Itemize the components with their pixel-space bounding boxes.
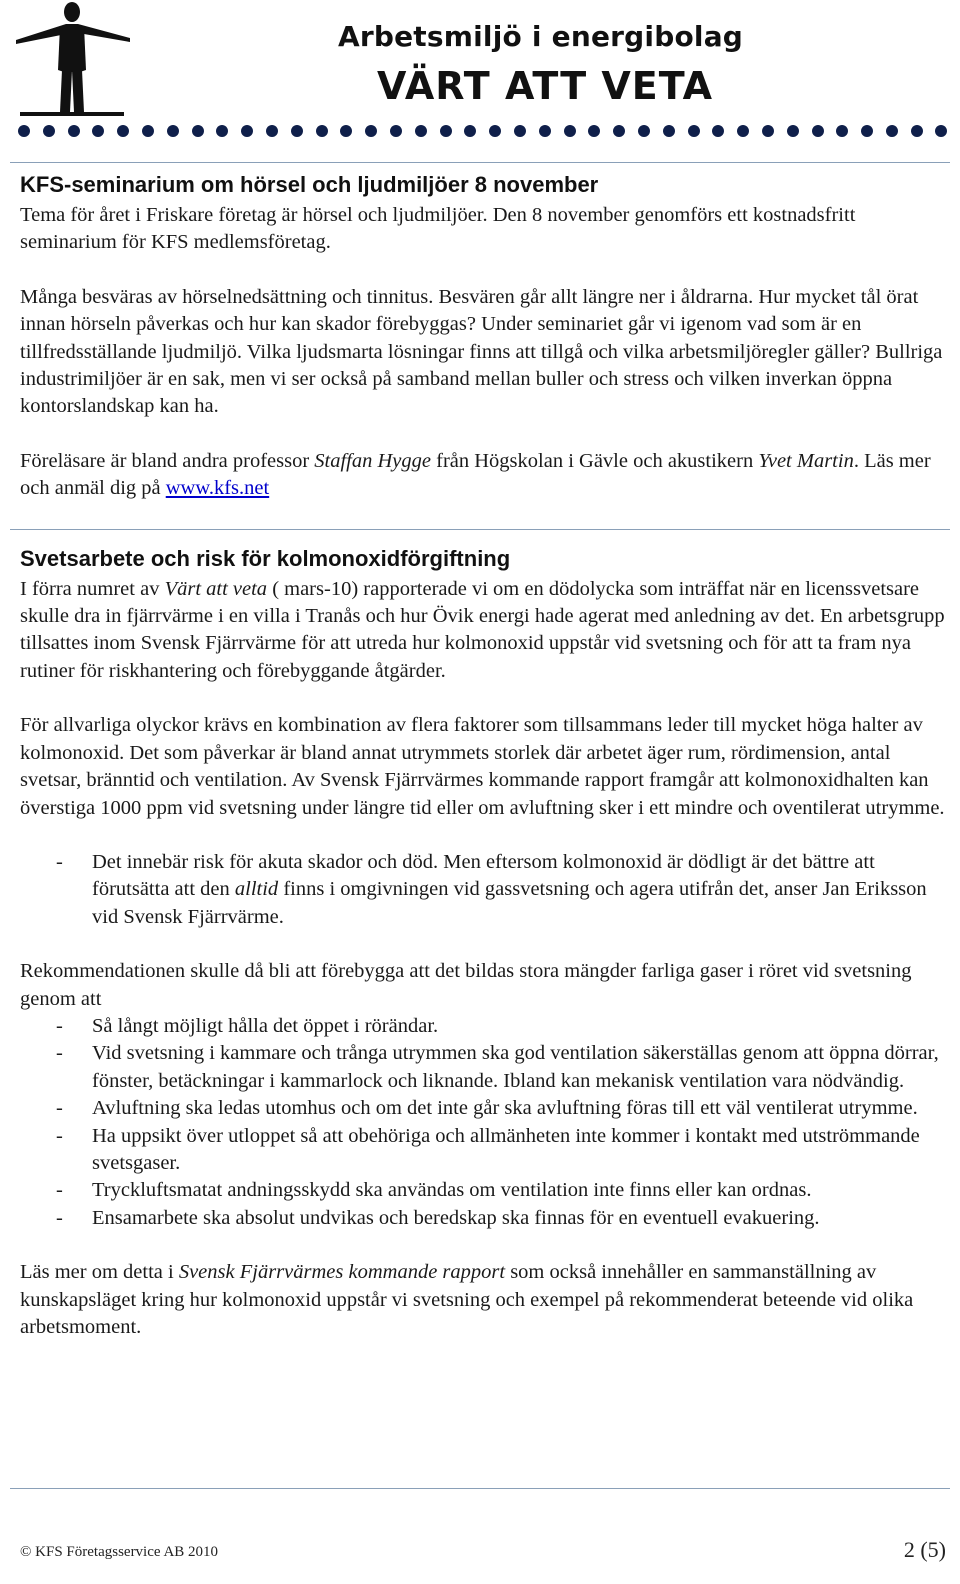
- decorative-dot: [68, 125, 80, 137]
- header-title: Arbetsmiljö i energibolag: [338, 20, 744, 53]
- speaker-name: Yvet Martin: [758, 449, 854, 472]
- list-item: - Vid svetsning i kammare och trånga utrymmen ska god ventilation säkerställas genom att öppna dörrar, fönster, betäckningar i kammarlock och liknande. Ibland kan mekanisk ventilation vara nödvändig.: [20, 1040, 945, 1095]
- decorative-dot: [415, 125, 427, 137]
- kfs-link[interactable]: www.kfs.net: [165, 477, 270, 500]
- decorative-dot: [266, 125, 278, 137]
- decorative-dot: [365, 125, 377, 137]
- decorative-dot: [787, 125, 799, 137]
- decorative-dot: [886, 125, 898, 137]
- header-dot-row: [18, 125, 948, 139]
- footer-divider: [10, 1488, 950, 1489]
- recommendation-list: [20, 1013, 945, 1232]
- page-number: 2 (5): [903, 1537, 946, 1562]
- decorative-dot: [464, 125, 476, 137]
- footer-copyright: © KFS Företagsservice AB 2010: [20, 1544, 219, 1560]
- decorative-dot: [613, 125, 625, 137]
- section1-paragraph-1: Tema för året i Friskare företag är hörsel och ljudmiljöer. Den 8 november genomförs ett kostnadsfritt seminarium för KFS medlemsföretag.: [20, 204, 856, 254]
- section1-heading: KFS-seminarium om hörsel och ljudmiljöer 8 november: [20, 172, 599, 197]
- section2-paragraph-2: För allvarliga olyckor krävs en kombination av flera faktorer som tillsammans leder till mycket höga halter av kolmonoxid. Det som påverkar är bland annat utrymmets storlek där arbetet äger rum, rördimension, antal svetsar, bränntid och ventilation. Av Svensk Fjärrvärmes kommande rapport framgår att kolmonoxidhalten kan överstiga 1000 ppm vid svetsning under längre tid eller om avluftning sker i ett mindre och oventilerat utrymme.: [20, 714, 945, 819]
- decorative-dot: [92, 125, 104, 137]
- list-item: - Så långt möjligt hålla det öppet i rörändar.: [20, 1013, 945, 1040]
- decorative-dot: [390, 125, 402, 137]
- speaker-name: Staffan Hygge: [314, 449, 431, 472]
- section2-heading: Svetsarbete och risk för kolmonoxidförgiftning: [20, 545, 511, 571]
- decorative-dot: [192, 125, 204, 137]
- decorative-dot: [241, 125, 253, 137]
- decorative-dot: [142, 125, 154, 137]
- decorative-dot: [836, 125, 848, 137]
- decorative-dot: [564, 125, 576, 137]
- quote-list: [20, 849, 945, 931]
- decorative-dot: [812, 125, 824, 137]
- list-item: - Tryckluftsmatat andningsskydd ska användas om ventilation inte finns eller kan ordnas.: [20, 1177, 945, 1204]
- decorative-dot: [291, 125, 303, 137]
- decorative-dot: [43, 125, 55, 137]
- list-item: - Avluftning ska ledas utomhus och om det inte går ska avluftning föras till ett väl ventilerat utrymme.: [20, 1095, 945, 1122]
- decorative-dot: [514, 125, 526, 137]
- decorative-dot: [935, 125, 947, 137]
- section1-paragraph-2: Många besväras av hörselnedsättning och tinnitus. Besvären går allt längre ner i åldrarna. Hur mycket tål örat innan hörseln påverkas och hur kan skador förebyggas? Under seminariet går vi igenom vad som är en tillfredsställande ljudmiljö. Vilka ljudsmarta lösningar finns att tillgå och vilka arbetsmiljöregler gäller? Bullriga industrimiljöer är en sak, men vi ser också på samband mellan buller och stress och vilken inverkan öppna kontorslandskap kan ha.: [20, 285, 943, 418]
- decorative-dot: [737, 125, 749, 137]
- decorative-dot: [167, 125, 179, 137]
- page-header: [0, 0, 960, 150]
- decorative-dot: [911, 125, 923, 137]
- section-divider: [10, 529, 950, 530]
- decorative-dot: [440, 125, 452, 137]
- decorative-dot: [663, 125, 675, 137]
- decorative-dot: [762, 125, 774, 137]
- person-silhouette-icon: [14, 0, 134, 122]
- decorative-dot: [316, 125, 328, 137]
- section2-paragraph-4: Läs mer om detta i Svensk Fjärrvärmes kommande rapport som också innehåller en sammanställning av kunskapsläget kring hur kolmonoxid uppstår vi svetsning och exempel på rekommenderat beteende vid olika arbetsmoment.: [20, 1261, 914, 1338]
- quote-item: - Det innebär risk för akuta skador och död. Men eftersom kolmonoxid är dödligt är det bättre att förutsätta att den alltid finns i omgivningen vid gassvetsning och agera utifrån det, anser Jan Eriksson vid Svensk Fjärrvärme.: [20, 849, 945, 931]
- section1-paragraph-3: Föreläsare är bland andra professor Staffan Hygge från Högskolan i Gävle och akustikern Yvet Martin. Läs mer och anmäl dig på www.kfs.net: [20, 449, 931, 500]
- decorative-dot: [216, 125, 228, 137]
- decorative-dot: [539, 125, 551, 137]
- section2-paragraph-1: I förra numret av Värt att veta ( mars-10) rapporterade vi om en dödolycka som inträffat när en licenssvetsare skulle dra in fjärrvärme i en villa i Tranås och hur Övik energi hade agerat med anledning av det. En arbetsgrupp tillsattes inom Svensk Fjärrvärme för att utreda hur kolmonoxid uppstår vid svetsning och för att ta fram nya rutiner för riskhantering och förebyggande åtgärder.: [20, 577, 945, 682]
- decorative-dot: [340, 125, 352, 137]
- decorative-dot: [638, 125, 650, 137]
- article-body: [20, 172, 945, 1341]
- decorative-dot: [489, 125, 501, 137]
- decorative-dot: [861, 125, 873, 137]
- section2-paragraph-3: Rekommendationen skulle då bli att förebygga att det bildas stora mängder farliga gaser i röret vid svetsning genom att: [20, 960, 912, 1010]
- decorative-dot: [712, 125, 724, 137]
- header-subtitle: VÄRT ATT VETA: [377, 64, 714, 108]
- decorative-dot: [117, 125, 129, 137]
- decorative-dot: [18, 125, 30, 137]
- list-item: - Ensamarbete ska absolut undvikas och beredskap ska finnas för en eventuell evakuering.: [20, 1205, 945, 1232]
- header-divider: [10, 162, 950, 163]
- list-item: - Ha uppsikt över utloppet så att obehöriga och allmänheten inte kommer i kontakt med utströmmande svetsgaser.: [20, 1123, 945, 1178]
- decorative-dot: [688, 125, 700, 137]
- decorative-dot: [588, 125, 600, 137]
